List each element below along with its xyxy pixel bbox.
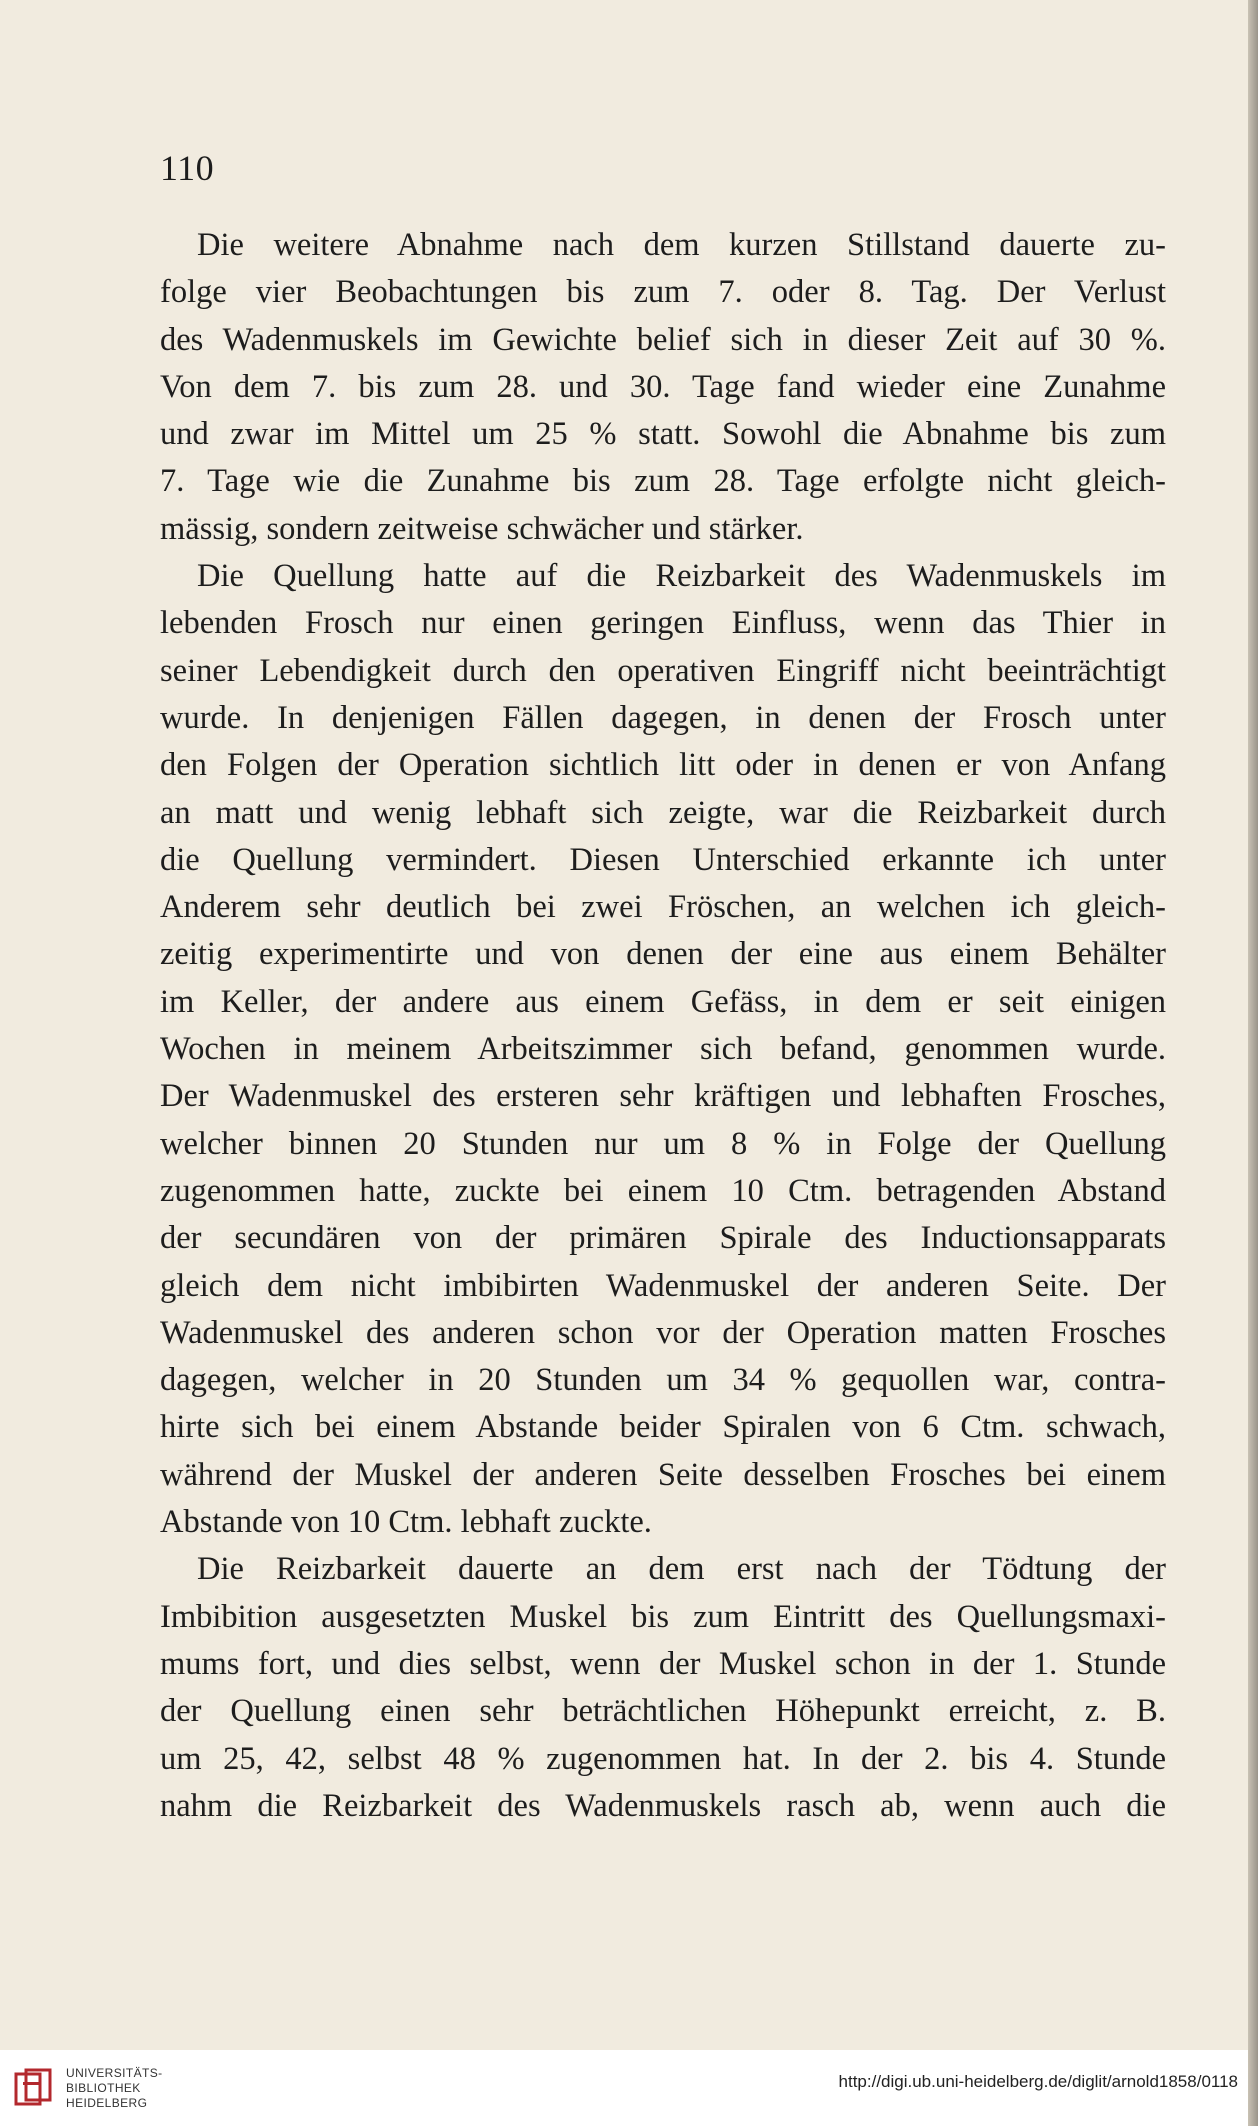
text-line: gleich dem nicht imbibirten Wadenmuskel der anderen Seite. Der [160,1267,1166,1304]
text-line: nahm die Reizbarkeit des Wadenmuskels rasch ab, wenn auch die [160,1787,1166,1824]
text-line: an matt und wenig lebhaft sich zeigte, war die Reizbarkeit durch [160,794,1166,831]
text-line: lebenden Frosch nur einen geringen Einfluss, wenn das Thier in [160,605,1166,642]
text-line: und zwar im Mittel um 25 % statt. Sowohl die Abnahme bis zum [160,416,1166,453]
text-line: Imbibition ausgesetzten Muskel bis zum Eintritt des Quellungsmaxi- [160,1598,1166,1635]
text-line: während der Muskel der anderen Seite desselben Frosches bei einem [160,1456,1166,1493]
text-line: folge vier Beobachtungen bis zum 7. oder 8. Tag. Der Verlust [160,274,1166,311]
text-line: im Keller, der andere aus einem Gefäss, in dem er seit einigen [160,983,1166,1020]
text-line: Wochen in meinem Arbeitszimmer sich befand, genommen wurde. [160,1031,1166,1068]
text-line: Die Reizbarkeit dauerte an dem erst nach der Tödtung der [197,1551,1166,1588]
body-text [160,222,1166,1830]
text-line: welcher binnen 20 Stunden nur um 8 % in Folge der Quellung [160,1125,1166,1162]
text-line: Wadenmuskel des anderen schon vor der Operation matten Frosches [160,1314,1166,1351]
text-line: Der Wadenmuskel des ersteren sehr kräftigen und lebhaften Frosches, [160,1078,1166,1115]
text-line: Von dem 7. bis zum 28. und 30. Tage fand wieder eine Zunahme [160,368,1166,405]
text-line: Die Quellung hatte auf die Reizbarkeit des Wadenmuskels im [197,558,1166,595]
page-edge [1248,0,1258,2126]
text-line: um 25, 42, selbst 48 % zugenommen hat. In der 2. bis 4. Stunde [160,1740,1166,1777]
text-line: zeitig experimentirte und von denen der eine aus einem Behälter [160,936,1166,973]
library-name-line: BIBLIOTHEK [66,2081,141,2095]
library-logo-icon [14,2068,54,2108]
text-line: seiner Lebendigkeit durch den operativen Eingriff nicht beeinträchtigt [160,652,1166,689]
source-url-link[interactable]: http://digi.ub.uni-heidelberg.de/diglit/arnold1858/0118 [838,2072,1238,2091]
text-line: Abstande von 10 Ctm. lebhaft zuckte. [160,1504,652,1541]
text-line: zugenommen hatte, zuckte bei einem 10 Ctm. betragenden Abstand [160,1172,1166,1209]
text-line: 7. Tage wie die Zunahme bis zum 28. Tage erfolgte nicht gleich- [160,463,1166,500]
text-line: mässig, sondern zeitweise schwächer und stärker. [160,510,804,547]
footer-bar [0,2050,1248,2126]
library-name-line: HEIDELBERG [66,2096,148,2110]
text-line: des Wadenmuskels im Gewichte belief sich in dieser Zeit auf 30 %. [160,321,1166,358]
text-line: den Folgen der Operation sichtlich litt oder in denen er von Anfang [160,747,1166,784]
text-line: der Quellung einen sehr beträchtlichen Höhepunkt erreicht, z. B. [160,1693,1166,1730]
text-line: der secundären von der primären Spirale des Inductionsapparats [160,1220,1166,1257]
text-line: Anderem sehr deutlich bei zwei Fröschen, an welchen ich gleich- [160,889,1166,926]
page-number: 110 [160,148,215,188]
library-name-line: UNIVERSITÄTS- [66,2066,163,2080]
text-line: mums fort, und dies selbst, wenn der Muskel schon in der 1. Stunde [160,1645,1166,1682]
text-line: wurde. In denjenigen Fällen dagegen, in denen der Frosch unter [160,699,1166,736]
text-line: dagegen, welcher in 20 Stunden um 34 % gequollen war, contra- [160,1362,1166,1399]
text-line: Die weitere Abnahme nach dem kurzen Stillstand dauerte zu- [197,227,1166,263]
library-name [66,2066,163,2111]
text-line: die Quellung vermindert. Diesen Unterschied erkannte ich unter [160,841,1166,878]
text-line: hirte sich bei einem Abstande beider Spiralen von 6 Ctm. schwach, [160,1409,1166,1446]
